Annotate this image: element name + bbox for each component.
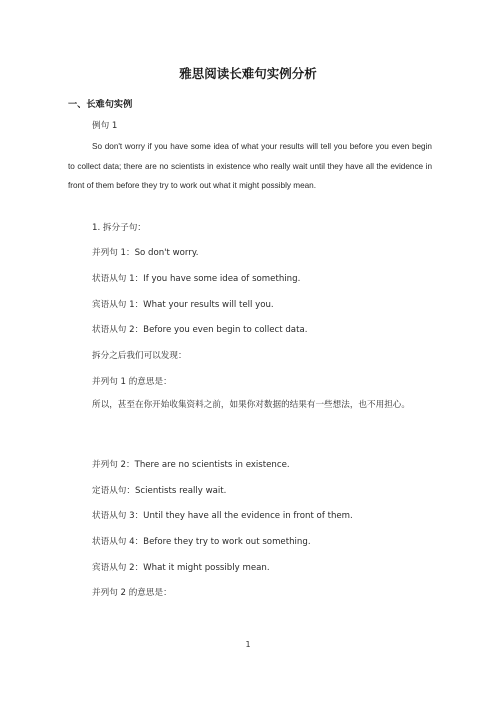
clause-line: 宾语从句 1：What your results will tell you. (92, 300, 274, 310)
clause-line: 并列句 2 的意思是： (92, 588, 172, 598)
clause-line: 宾语从句 2：What it might possibly mean. (92, 563, 270, 573)
example-label: 例句 1 (92, 121, 118, 131)
clause-line: 并列句 1 的意思是： (92, 377, 172, 387)
example-sentence: So don't worry if you have some idea of what your results will tell you before you even begin to collect data; there are no scientists in existence who really wait until they have all the evidence in front of them before they try to work out what it might possibly mean. (68, 142, 432, 190)
clause-line: 状语从句 2：Before you even begin to collect data. (92, 325, 308, 335)
clause-line: 状语从句 3：Until they have all the evidence in front of them. (92, 511, 353, 521)
clause-line: 并列句 2：There are no scientists in existence. (92, 460, 290, 470)
page-number: 1 (245, 640, 251, 649)
section-heading: 一、长难句实例 (68, 99, 133, 110)
meaning-paragraph: 所以，甚至在你开始收集资料之前，如果你对数据的结果有一些想法，也不用担心。 (92, 400, 410, 410)
clause-line: 状语从句 4：Before they try to work out something. (92, 537, 311, 547)
clause-line: 拆分之后我们可以发现： (92, 351, 187, 361)
step-heading: 1. 拆分子句： (92, 223, 146, 233)
clause-line: 并列句 1：So don't worry. (92, 248, 199, 258)
document-title: 雅思阅读长难句实例分析 (179, 66, 317, 81)
clause-line: 定语从句：Scientists really wait. (92, 486, 227, 496)
clause-line: 状语从句 1：If you have some idea of something. (92, 274, 301, 284)
